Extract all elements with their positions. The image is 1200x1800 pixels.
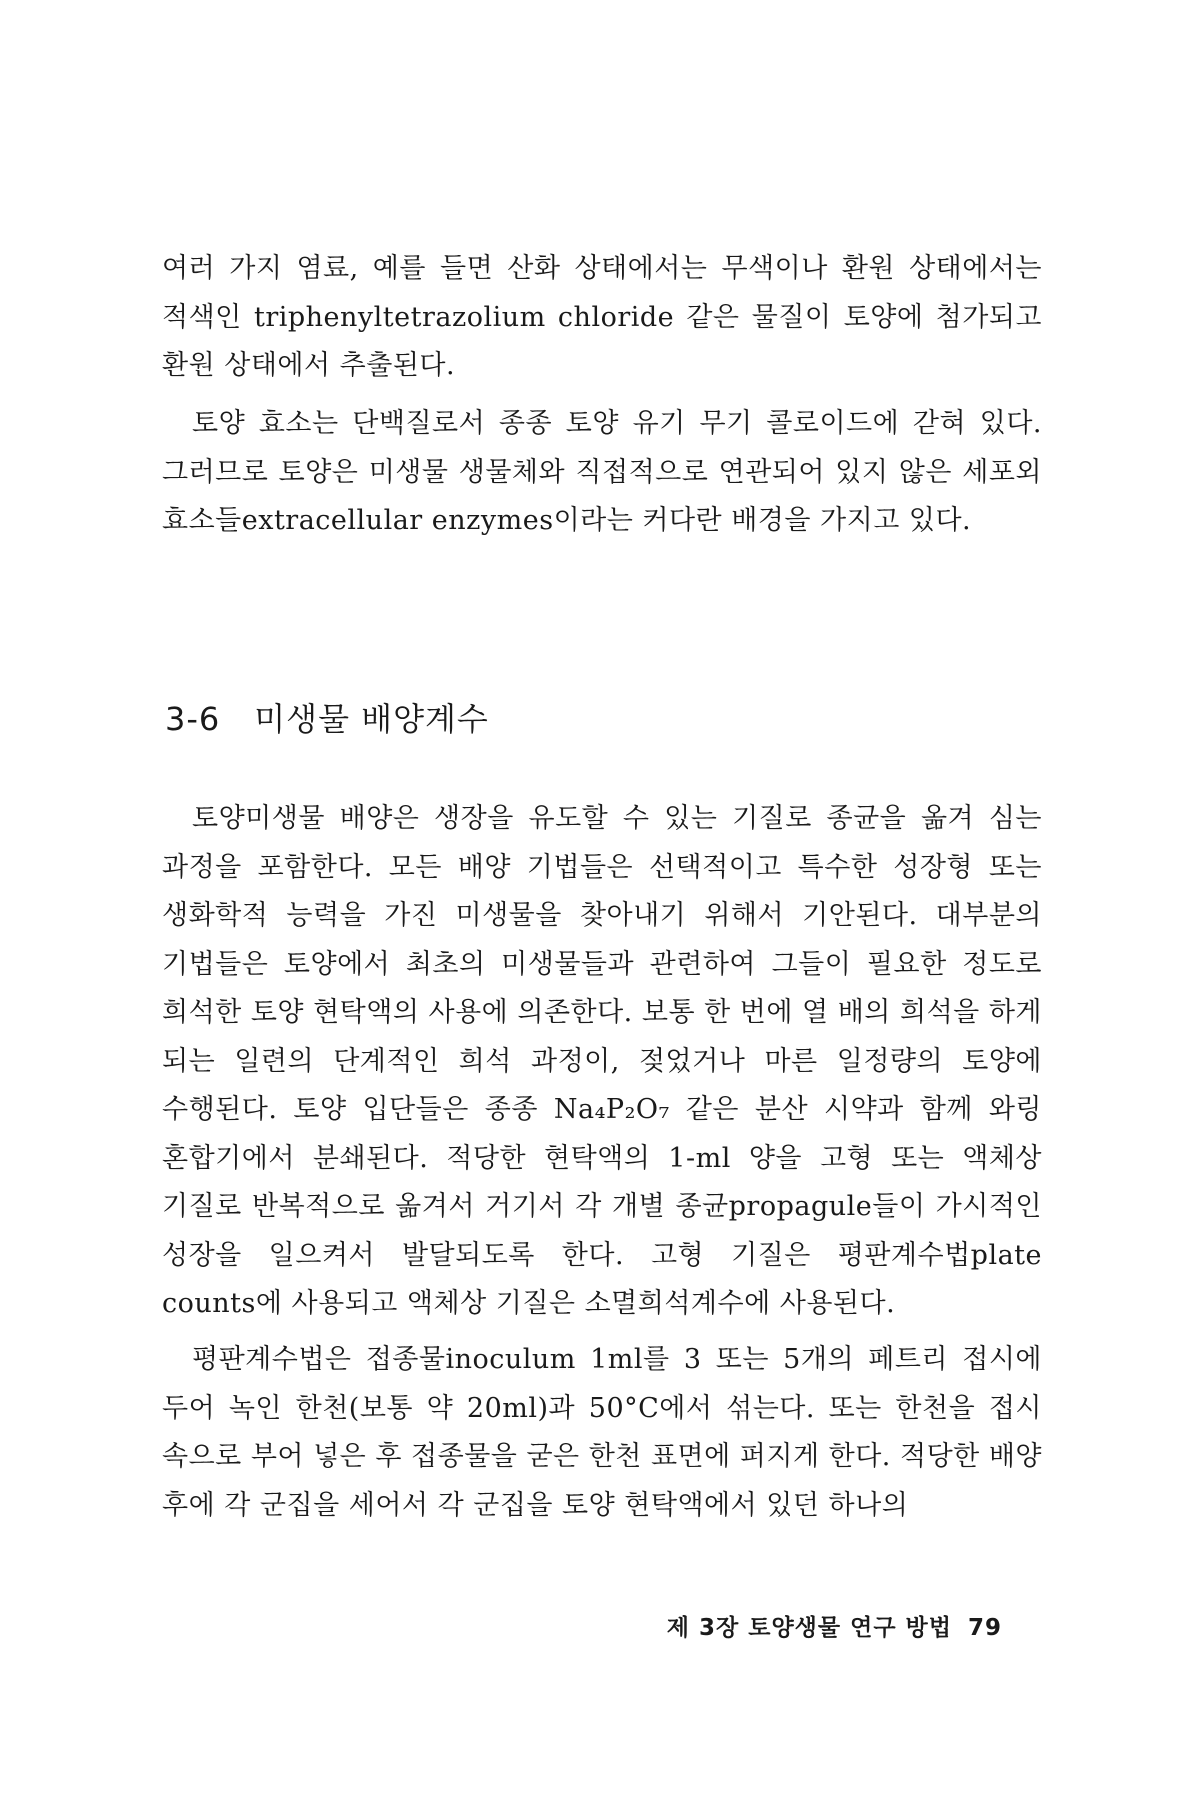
running-footer-chapter: 제 3장 토양생물 연구 방법 (666, 1615, 952, 1641)
paragraph-dye-reduction: 여러 가지 염료, 예를 들면 산화 상태에서는 무색이나 환원 상태에서는 적색인 triphenyltetrazolium chloride 같은 물질이 토양에 첨가되고 환원 상태에서 추출된다. (162, 253, 1042, 381)
paragraph-soil-enzymes: 토양 효소는 단백질로서 종종 토양 유기 무기 콜로이드에 갇혀 있다. 그러므로 토양은 미생물 생물체와 직접적으로 연관되어 있지 않은 세포외 효소들extracellular enzymes이라는 커다란 배경을 가지고 있다. (162, 408, 1042, 536)
page-footer (667, 1609, 1002, 1642)
paragraph-plate-counts: 평판계수법은 접종물inoculum 1ml를 3 또는 5개의 페트리 접시에 두어 녹인 한천(보통 약 20ml)과 50°C에서 섞는다. 또는 한천을 접시 속으로 부어 넣은 후 접종물을 굳은 한천 표면에 퍼지게 한다. 적당한 배양 후에 각 군집을 세어서 각 군집을 토양 현탁액에서 있던 하나의 (162, 1344, 1042, 1521)
section-title: 미생물 배양계수 (254, 700, 489, 738)
section-heading (165, 694, 865, 740)
section-number: 3-6 (165, 700, 221, 738)
page-number: 79 (967, 1615, 1002, 1641)
paragraph-culture-methods: 토양미생물 배양은 생장을 유도할 수 있는 기질로 종균을 옮겨 심는 과정을 포함한다. 모든 배양 기법들은 선택적이고 특수한 성장형 또는 생화학적 능력을 가진 미생물을 찾아내기 위해서 기안된다. 대부분의 기법들은 토양에서 최초의 미생물들과 관련하여 그들이 필요한 정도로 희석한 토양 현탁액의 사용에 의존한다. 보통 한 번에 열 배의 희석을 하게 되는 일련의 단계적인 희석 과정이, 젖었거나 마른 일정량의 토양에 수행된다. 토양 입단들은 종종 Na₄P₂O₇ 같은 분산 시약과 함께 와링 혼합기에서 분쇄된다. 적당한 현탁액의 1-ml 양을 고형 또는 액체상 기질로 반복적으로 옮겨서 거기서 각 개별 종균propagule들이 가시적인 성장을 일으켜서 발달되도록 한다. 고형 기질은 평판계수법plate counts에 사용되고 액체상 기질은 소멸희석계수에 사용된다. (162, 803, 1042, 1319)
